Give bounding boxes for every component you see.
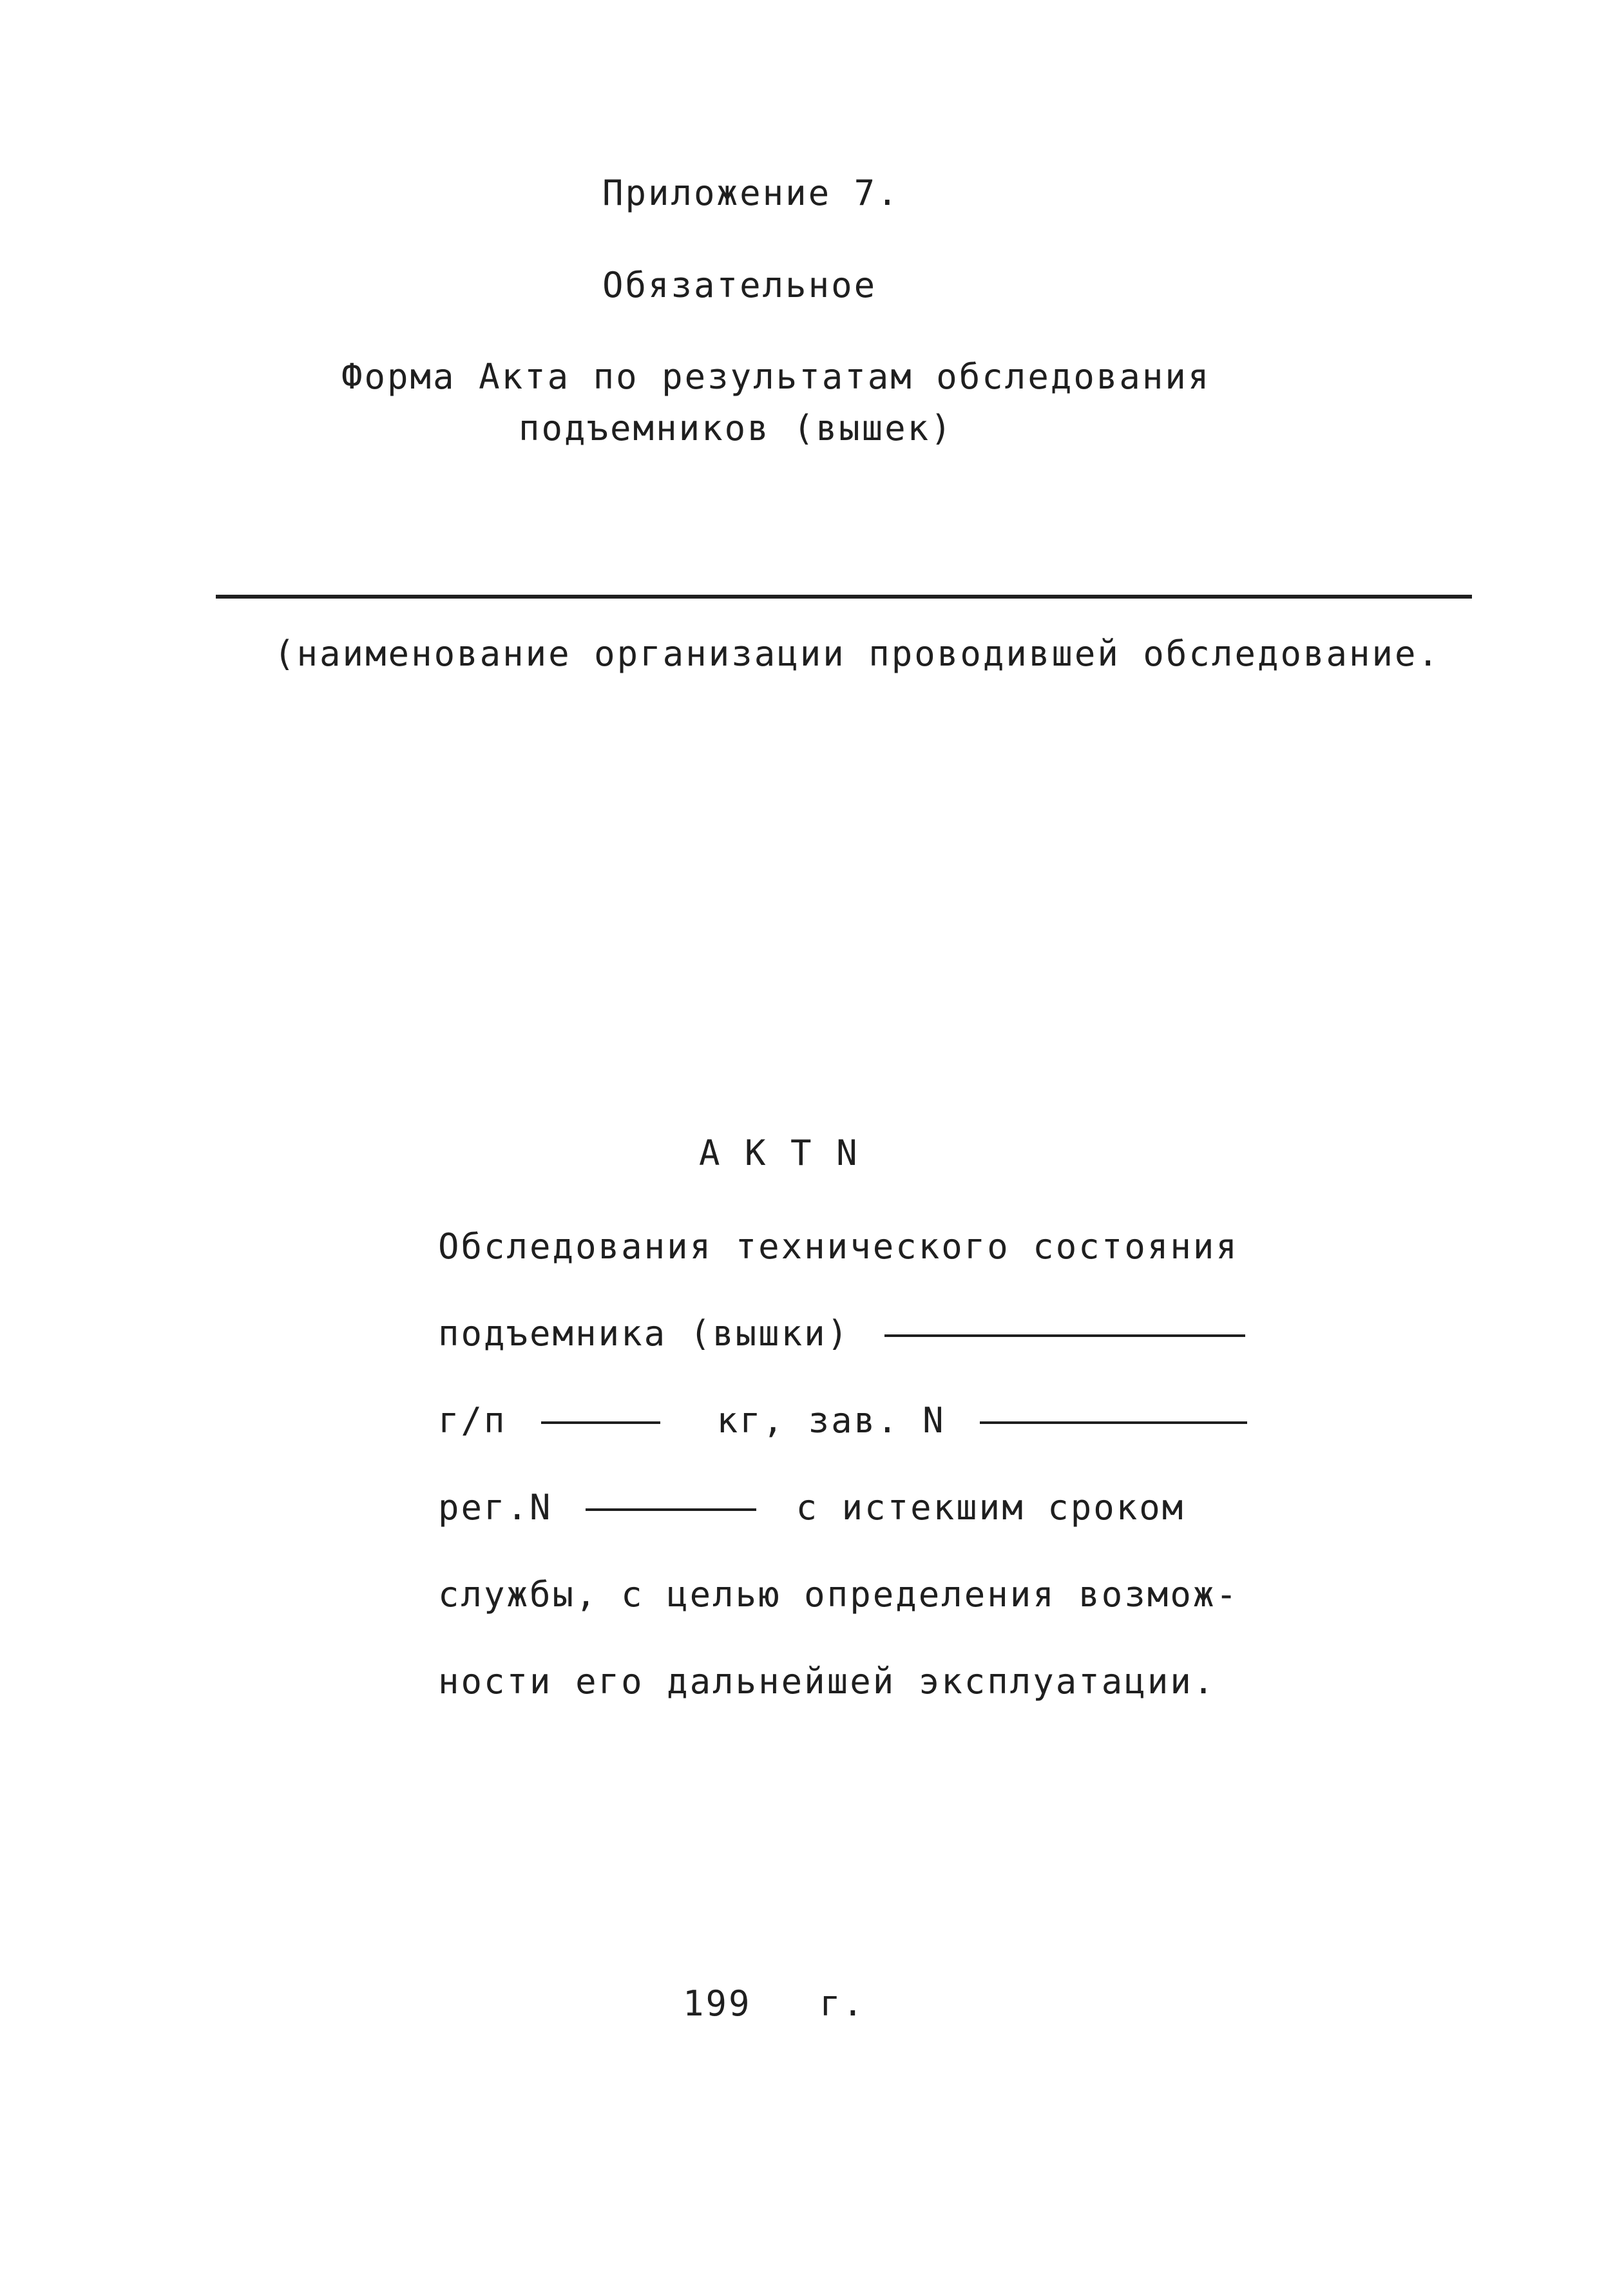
form-title-line-2: подъемников (вышек): [519, 408, 953, 448]
act-line-1: Обследования технического состояния: [438, 1226, 1239, 1267]
serial-label: кг, зав. N: [716, 1400, 946, 1441]
registration-blank: [586, 1508, 756, 1511]
act-line-5: службы, с целью определения возмож-: [438, 1574, 1239, 1615]
act-line-4: [438, 1485, 1185, 1530]
act-line-2-text: подъемника (вышки): [438, 1313, 850, 1354]
status-label: Обязательное: [602, 265, 877, 305]
expired-term-text: с истекшим сроком: [796, 1487, 1185, 1528]
act-heading: А К Т N: [699, 1133, 859, 1173]
organization-name-line: [216, 595, 1472, 599]
form-title-line-1: Форма Акта по результатам обследования: [341, 356, 1211, 397]
capacity-blank: [541, 1421, 660, 1424]
registration-label: рег.N: [438, 1487, 553, 1528]
organization-caption: (наименование организации проводившей обследование.: [274, 633, 1441, 674]
act-line-2: [438, 1311, 1245, 1356]
act-line-3: [438, 1398, 1247, 1443]
date-year-line: [683, 1981, 865, 2026]
act-line-6: ности его дальнейшей эксплуатации.: [438, 1661, 1216, 1702]
lift-model-blank: [884, 1334, 1245, 1337]
serial-blank: [980, 1421, 1247, 1424]
capacity-label: г/п: [438, 1400, 507, 1441]
year-value: 199: [683, 1983, 752, 2024]
year-suffix: г.: [819, 1983, 866, 2024]
appendix-label: Приложение 7.: [602, 173, 900, 213]
